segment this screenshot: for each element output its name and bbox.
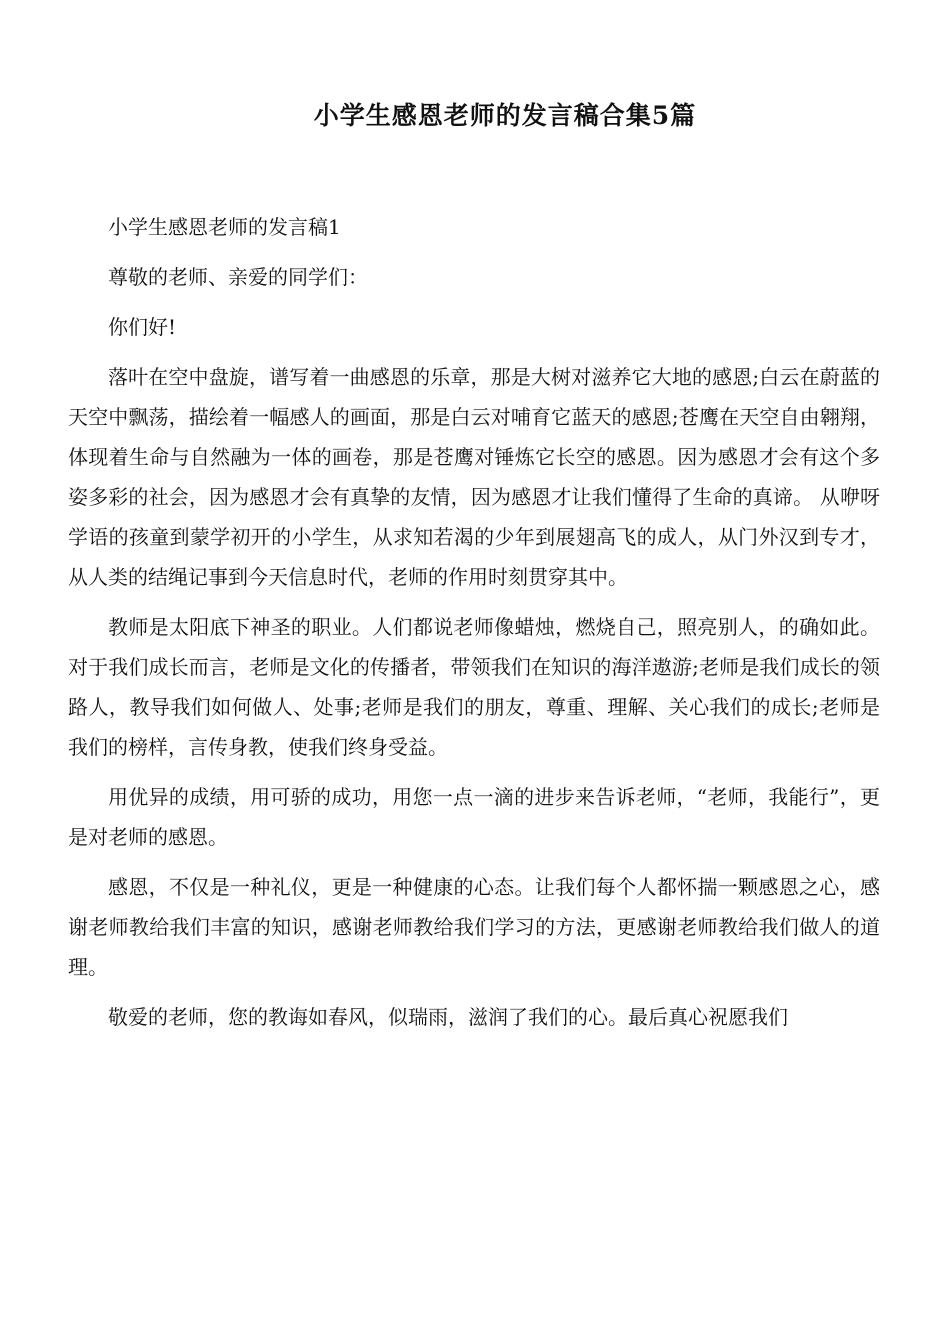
document-body [68, 207, 880, 1047]
paragraph-2: 教师是太阳底下神圣的职业。人们都说老师像蜡烛，燃烧自己，照亮别人，的确如此。对于我们成长而言，老师是文化的传播者，带领我们在知识的海洋遨游;老师是我们成长的领路人，教导我们如何做人、处事;老师是我们的朋友，尊重、理解、关心我们的成长;老师是我们的榜样，言传身教，使我们终身受益。 [68, 615, 880, 759]
document-title: 小学生感恩老师的发言稿合集5篇 [313, 101, 697, 130]
paragraph-1: 落叶在空中盘旋，谱写着一曲感恩的乐章，那是大树对滋养它大地的感恩;白云在蔚蓝的天空中飘荡，描绘着一幅感人的画面，那是白云对哺育它蓝天的感恩;苍鹰在天空自由翱翔，体现着生命与自然融为一体的画卷，那是苍鹰对锤炼它长空的感恩。因为感恩才会有这个多姿多彩的社会，因为感恩才会有真挚的友情，因为感恩才让我们懂得了生命的真谛。 从咿呀学语的孩童到蒙学初开的小学生，从求知若渴的少年到展翅高飞的成人，从门外汉到专才，从人类的结绳记事到今天信息时代，老师的作用时刻贯穿其中。 [68, 365, 880, 589]
paragraph-4: 感恩，不仅是一种礼仪，更是一种健康的心态。让我们每个人都怀揣一颗感恩之心，感谢老师教给我们丰富的知识，感谢老师教给我们学习的方法，更感谢老师教给我们做人的道理。 [68, 875, 880, 979]
hello-line: 你们好! [108, 315, 177, 339]
paragraph-5: 敬爱的老师，您的教诲如春风，似瑞雨，滋润了我们的心。最后真心祝愿我们 [108, 1005, 788, 1029]
paragraph-3: 用优异的成绩，用可骄的成功，用您一点一滴的进步来告诉老师，“老师，我能行”，更是对老师的感恩。 [68, 785, 880, 849]
section-heading: 小学生感恩老师的发言稿1 [108, 215, 341, 239]
greeting-line: 尊敬的老师、亲爱的同学们： [108, 265, 368, 289]
